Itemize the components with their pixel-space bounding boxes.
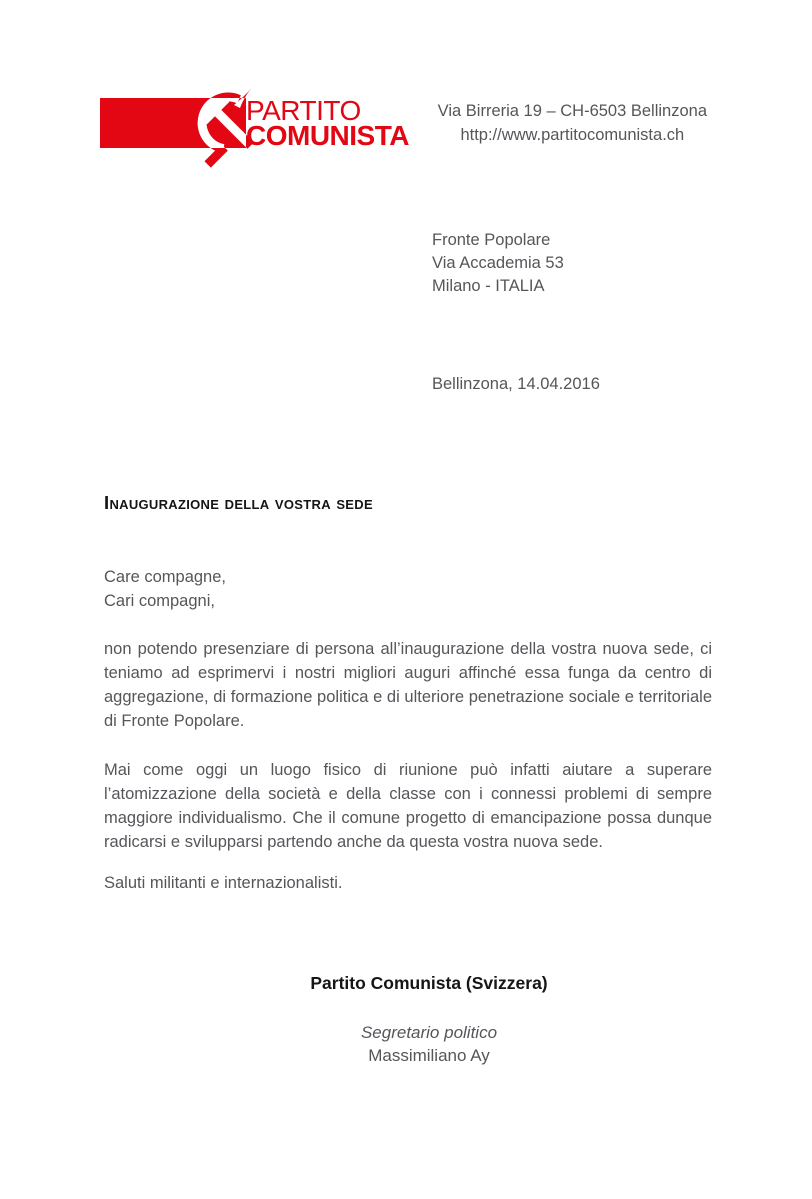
- signature-role: Segretario politico: [360, 1023, 498, 1042]
- signature-name: Massimiliano Ay: [368, 1046, 490, 1065]
- sender-address-line: Via Birreria 19 – CH-6503 Bellinzona: [437, 102, 707, 120]
- salutation-line-1: Care compagne,: [104, 568, 226, 586]
- recipient-address-block: [432, 229, 564, 298]
- logo-word-partito: PARTITO: [246, 95, 361, 126]
- salutation-line-2: Cari compagni,: [104, 592, 215, 610]
- closing-line: Saluti militanti e internazionalisti.: [104, 874, 343, 892]
- logo-word-comunista: COMUNISTA: [246, 120, 409, 151]
- body-paragraph-1: non potendo presenziare di persona all’inaugurazione della vostra nuova sede, ci teniamo ad esprimervi i nostri migliori auguri affinché essa funga da centro di aggregazione, di formazione politica e di ulteriore penetrazione sociale e territoriale di Fronte Popolare.: [104, 640, 712, 730]
- signature-organization: Partito Comunista (Svizzera): [310, 973, 548, 993]
- recipient-street: Via Accademia 53: [432, 254, 564, 272]
- body-paragraph-2: Mai come oggi un luogo fisico di riunione può infatti aiutare a superare l’atomizzazione della società e della classe con i connessi problemi di sempre maggiore individualismo. Che il comune progetto di emancipazione possa dunque radicarsi e svilupparsi partendo anche da questa vostra nuova sede.: [104, 761, 712, 851]
- sender-address-block: [438, 99, 707, 147]
- recipient-city: Milano - ITALIA: [432, 277, 545, 295]
- party-logo: [100, 86, 409, 170]
- party-logo-wordmark: [246, 95, 409, 151]
- subject-line: Inaugurazione della vostra sede: [104, 492, 373, 513]
- salutation-block: [104, 565, 226, 613]
- dateline: Bellinzona, 14.04.2016: [432, 375, 600, 393]
- signature-block: [104, 972, 754, 1067]
- sender-website: http://www.partitocomunista.ch: [460, 126, 685, 144]
- recipient-name: Fronte Popolare: [432, 231, 551, 249]
